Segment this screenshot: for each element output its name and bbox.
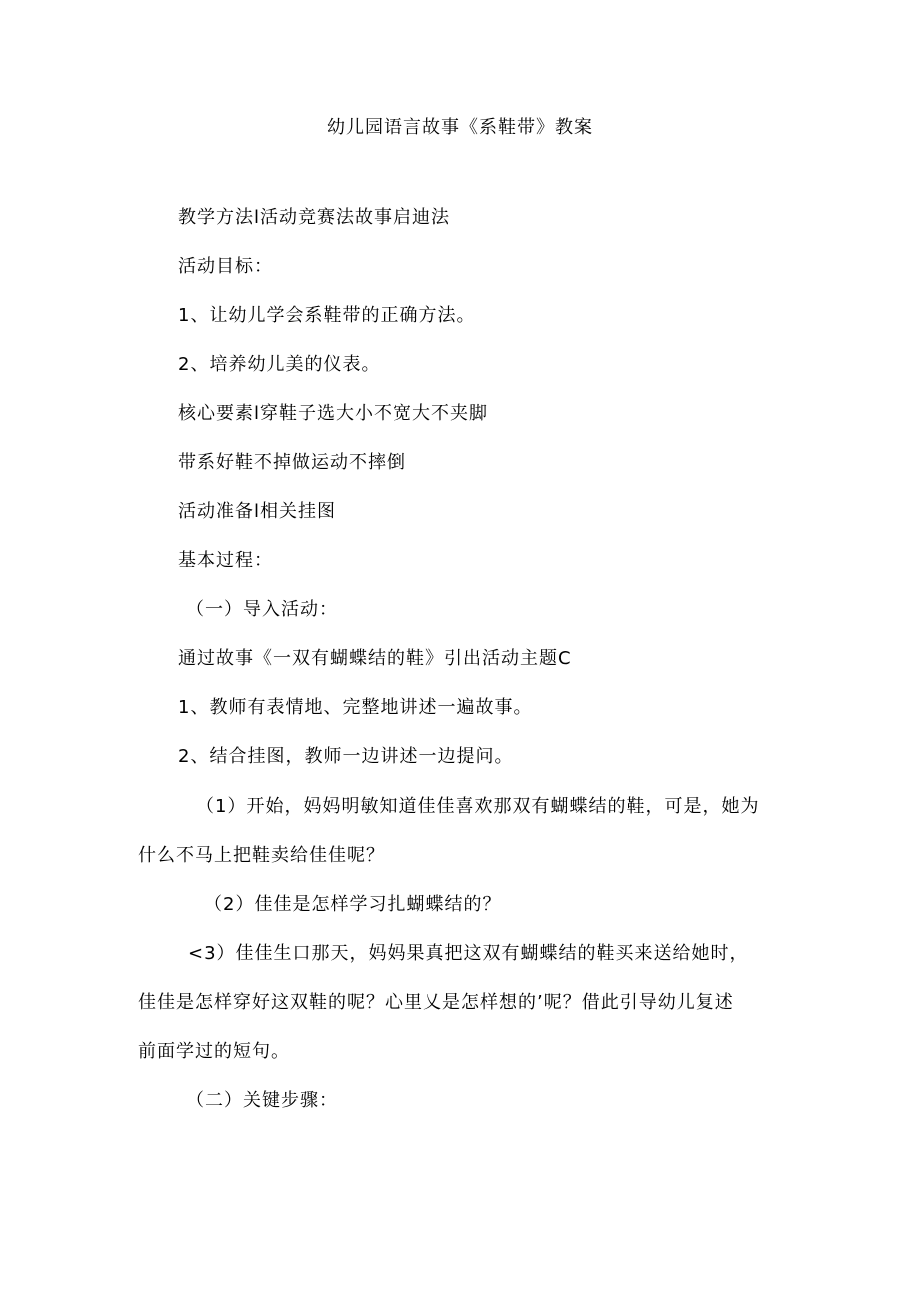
question-3-line-b: 佳佳是怎样穿好这双鞋的呢？心里乂是怎样想的’呢？借此引导幼儿复述 — [138, 992, 734, 1013]
activity-preparation-line: 活动准备l相关挂图 — [178, 501, 337, 522]
core-elements-line-2: 带系好鞋不掉做运动不摔倒 — [178, 452, 406, 473]
step-2-line: 2、结合挂图，教师一边讲述一边提问。 — [178, 746, 514, 767]
goal-item-2: 2、培养幼儿美的仪表。 — [178, 354, 381, 375]
question-2-line: （2）佳佳是怎样学习扎蝴蝶结的？ — [204, 894, 502, 915]
question-1-line-b: 什么不马上把鞋卖给佳佳呢？ — [138, 845, 385, 866]
story-intro-line: 通过故事《一双有蝴蝶结的鞋》引出活动主题C — [178, 648, 572, 669]
section-one-heading: （一）导入活动： — [186, 599, 338, 620]
basic-process-heading: 基本过程： — [178, 550, 273, 571]
question-1-line-a: （1）开始，妈妈明敏知道佳佳喜欢那双有蝴蝶结的鞋，可是，她为 — [196, 796, 760, 817]
step-1-line: 1、教师有表情地、完整地讲述一遍故事。 — [178, 697, 533, 718]
teaching-method-line: 教学方法l活动竞赛法故事启迪法 — [178, 207, 450, 228]
document-title: 幼儿园语言故事《系鞋带》教案 — [327, 117, 593, 138]
question-3-line-c: 前面学过的短句。 — [138, 1041, 290, 1062]
core-elements-line: 核心要素l穿鞋子选大小不宽大不夹脚 — [178, 403, 488, 424]
goal-item-1: 1、让幼儿学会系鞋带的正确方法。 — [178, 305, 476, 326]
section-two-heading: （二）关键步骤： — [186, 1090, 338, 1111]
question-3-line-a: <3）佳佳生口那天，妈妈果真把这双有蝴蝶结的鞋买来送给她时， — [188, 943, 749, 964]
activity-goal-heading: 活动目标： — [178, 256, 273, 277]
